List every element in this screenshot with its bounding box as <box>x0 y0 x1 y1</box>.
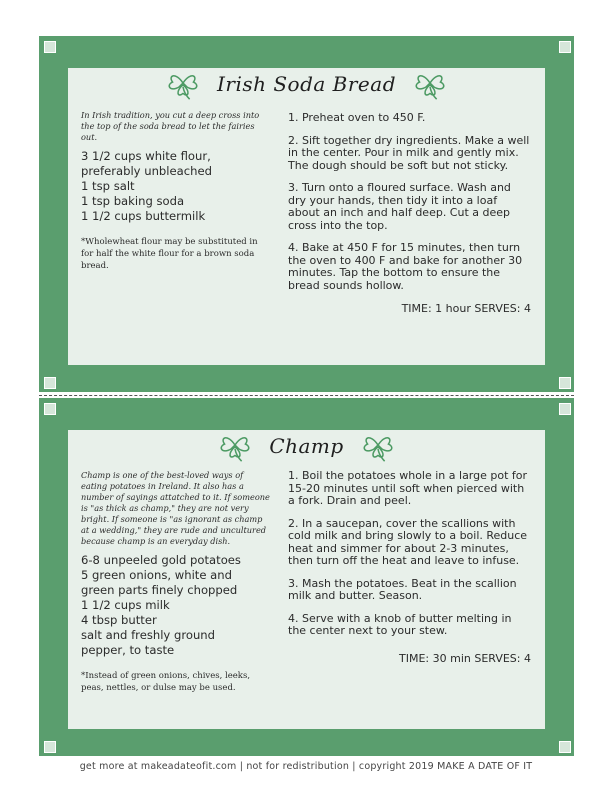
time-serves: TIME: 30 min SERVES: 4 <box>399 651 531 665</box>
recipe-note: *Instead of green onions, chives, leeks, peas, nettles, or dulse may be used. <box>81 671 251 693</box>
ingredient-item: 3 1/2 cups white flour, <box>81 149 211 163</box>
recipe-intro: Champ is one of the best-loved ways of eating potatoes in Ireland. It also has a number of sayings attatched to it. If someone is "as thick as champ," they are not very bright. If someone is "as ignorant as champ at a wedding," they are rude and uncultured because champ is an everyday dish. <box>81 470 270 546</box>
step-item: 3. Turn onto a floured surface. Wash and dry your hands, then tidy it into a loaf about an inch and half deep. Cut a deep cross into the top. <box>288 181 511 232</box>
title-row <box>68 428 545 464</box>
ingredient-item: 1 tsp baking soda <box>81 194 185 208</box>
shamrock-icon <box>215 428 255 464</box>
step-item: 1. Boil the potatoes whole in a large pot for 15-20 minutes until soft when pierced with a fork. Drain and peel. <box>288 469 528 507</box>
corner-ornament <box>554 736 574 756</box>
shamrock-icon <box>163 66 203 102</box>
corner-ornament <box>554 372 574 392</box>
step-item: 1. Preheat oven to 450 F. <box>288 111 426 124</box>
right-column <box>288 112 531 315</box>
right-column <box>288 470 531 665</box>
recipe-title: Irish Soda Bread <box>216 72 396 96</box>
recipe-title: Champ <box>269 434 344 458</box>
cut-line <box>39 395 574 396</box>
ingredient-item: 1 tsp salt <box>81 179 135 193</box>
card-panel <box>68 430 545 729</box>
corner-ornament <box>39 372 59 392</box>
card-panel <box>68 68 545 365</box>
shamrock-icon <box>410 66 450 102</box>
recipe-card-soda-bread <box>39 36 574 392</box>
recipe-note: *Wholewheat flour may be substituted in for half the white flour for a brown soda bread. <box>81 237 258 271</box>
left-column <box>81 110 271 272</box>
corner-ornament <box>39 398 59 418</box>
ingredient-item: green parts finely chopped <box>81 583 238 597</box>
ingredient-item: 1 1/2 cups milk <box>81 598 170 612</box>
recipe-card-champ <box>39 398 574 756</box>
step-item: 2. In a saucepan, cover the scallions with cold milk and bring slowly to a boil. Reduce heat and simmer for about 2-3 minutes, then turn off the heat and leave to infuse. <box>288 516 528 567</box>
time-serves: TIME: 1 hour SERVES: 4 <box>401 302 531 315</box>
corner-ornament <box>554 36 574 56</box>
ingredient-item: 4 tbsp butter <box>81 613 157 627</box>
step-item: 2. Sift together dry ingredients. Make a well in the center. Pour in milk and gently mix. The dough should be soft but not sticky. <box>288 133 530 172</box>
ingredient-item: 5 green onions, white and <box>81 568 232 582</box>
left-column <box>81 470 271 694</box>
title-row <box>68 66 545 102</box>
ingredient-item: pepper, to taste <box>81 643 175 657</box>
ingredient-item: 1 1/2 cups buttermilk <box>81 209 206 223</box>
ingredient-list <box>81 553 271 658</box>
step-item: 3. Mash the potatoes. Beat in the scallion milk and butter. Season. <box>288 576 517 602</box>
recipe-intro: In Irish tradition, you cut a deep cross into the top of the soda bread to let the fairies out. <box>81 110 260 142</box>
step-item: 4. Serve with a knob of butter melting in the center next to your stew. <box>288 611 512 637</box>
ingredient-list <box>81 149 271 224</box>
corner-ornament <box>554 398 574 418</box>
step-item: 4. Bake at 450 F for 15 minutes, then turn the oven to 400 F and bake for another 30 minutes. Tap the bottom to ensure the bread sounds hollow. <box>288 241 523 292</box>
ingredient-item: salt and freshly ground <box>81 628 215 642</box>
shamrock-icon <box>358 428 398 464</box>
footer-text: get more at makeadateofit.com | not for redistribution | copyright 2019 MAKE A DATE OF IT <box>79 761 533 772</box>
ingredient-item: preferably unbleached <box>81 164 212 178</box>
corner-ornament <box>39 36 59 56</box>
corner-ornament <box>39 736 59 756</box>
ingredient-item: 6-8 unpeeled gold potatoes <box>81 553 241 567</box>
